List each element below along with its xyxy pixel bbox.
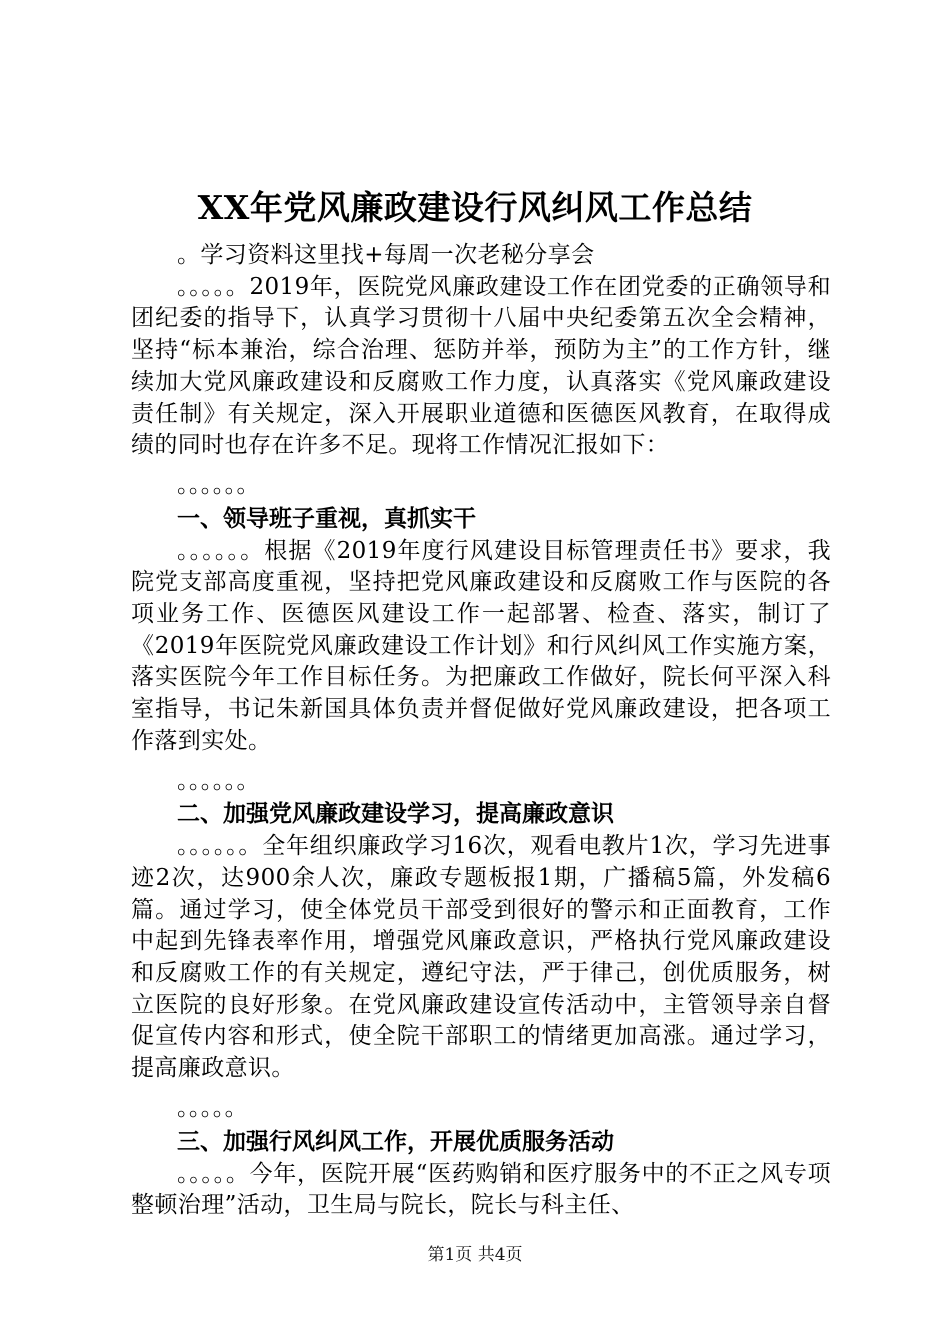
intro-line: 。学习资料这里找+每周一次老秘分享会 <box>177 242 595 268</box>
section-2-body: 。。。。。。全年组织廉政学习16次，观看电教片1次，学习先进事迹2次，达900余人次，廉政专题板报1期，广播稿5篇，外发稿6篇。通过学习，使全体党员干部受到很好的警示和正面教育，工作中起到先锋表率作用，增强党风廉政意识，严格执行党风廉政建设和反腐败工作的有关规定，遵纪守法，严于律己，创优质服务，树立医院的良好形象。在党风廉政建设宣传活动中，主管领导亲自督促宣传内容和形式，使全院干部职工的情绪更加高涨。通过学习，提高廉政意识。 <box>131 833 831 1082</box>
document-title: XX年党风廉政建设行风纠风工作总结 <box>197 188 753 227</box>
section-1-body: 。。。。。。根据《2019年度行风建设目标管理责任书》要求，我院党支部高度重视，坚持把党风廉政建设和反腐败工作与医院的各项业务工作、医德医风建设工作一起部署、检查、落实，制订了《2019年医院党风廉政建设工作计划》和行风纠风工作实施方案，落实医院今年工作目标任务。为把廉政工作做好，院长何平深入科室指导，书记朱新国具体负责并督促做好党风廉政建设，把各项工作落到实处。 <box>131 537 831 754</box>
section-3-heading: 三、加强行风纠风工作，开展优质服务活动 <box>177 1128 614 1155</box>
section-1-dots: 。。。。。。 <box>177 471 260 498</box>
section-1-heading: 一、领导班子重视，真抓实干 <box>177 505 476 532</box>
section-2-heading: 二、加强党风廉政建设学习，提高廉政意识 <box>177 801 614 828</box>
section-3-body: 。。。。。今年，医院开展“医药购销和医疗服务中的不正之风专项整顿治理”活动，卫生局与院长，院长与科主任、 <box>131 1160 831 1219</box>
section-2-dots: 。。。。。。 <box>177 767 260 794</box>
document-body <box>131 240 831 1222</box>
opening-paragraph: 。。。。。2019年，医院党风廉政建设工作在团党委的正确领导和团纪委的指导下，认真学习贯彻十八届中央纪委第五次全会精神，坚持“标本兼治，综合治理、惩防并举，预防为主”的工作方针，继续加大党风廉政建设和反腐败工作力度，认真落实《党风廉政建设责任制》有关规定，深入开展职业道德和医德医风教育，在取得成绩的同时也存在许多不足。现将工作情况汇报如下： <box>131 273 831 459</box>
section-3-dots: 。。。。。 <box>177 1094 248 1121</box>
page-footer: 第1页 共4页 <box>427 1245 523 1265</box>
